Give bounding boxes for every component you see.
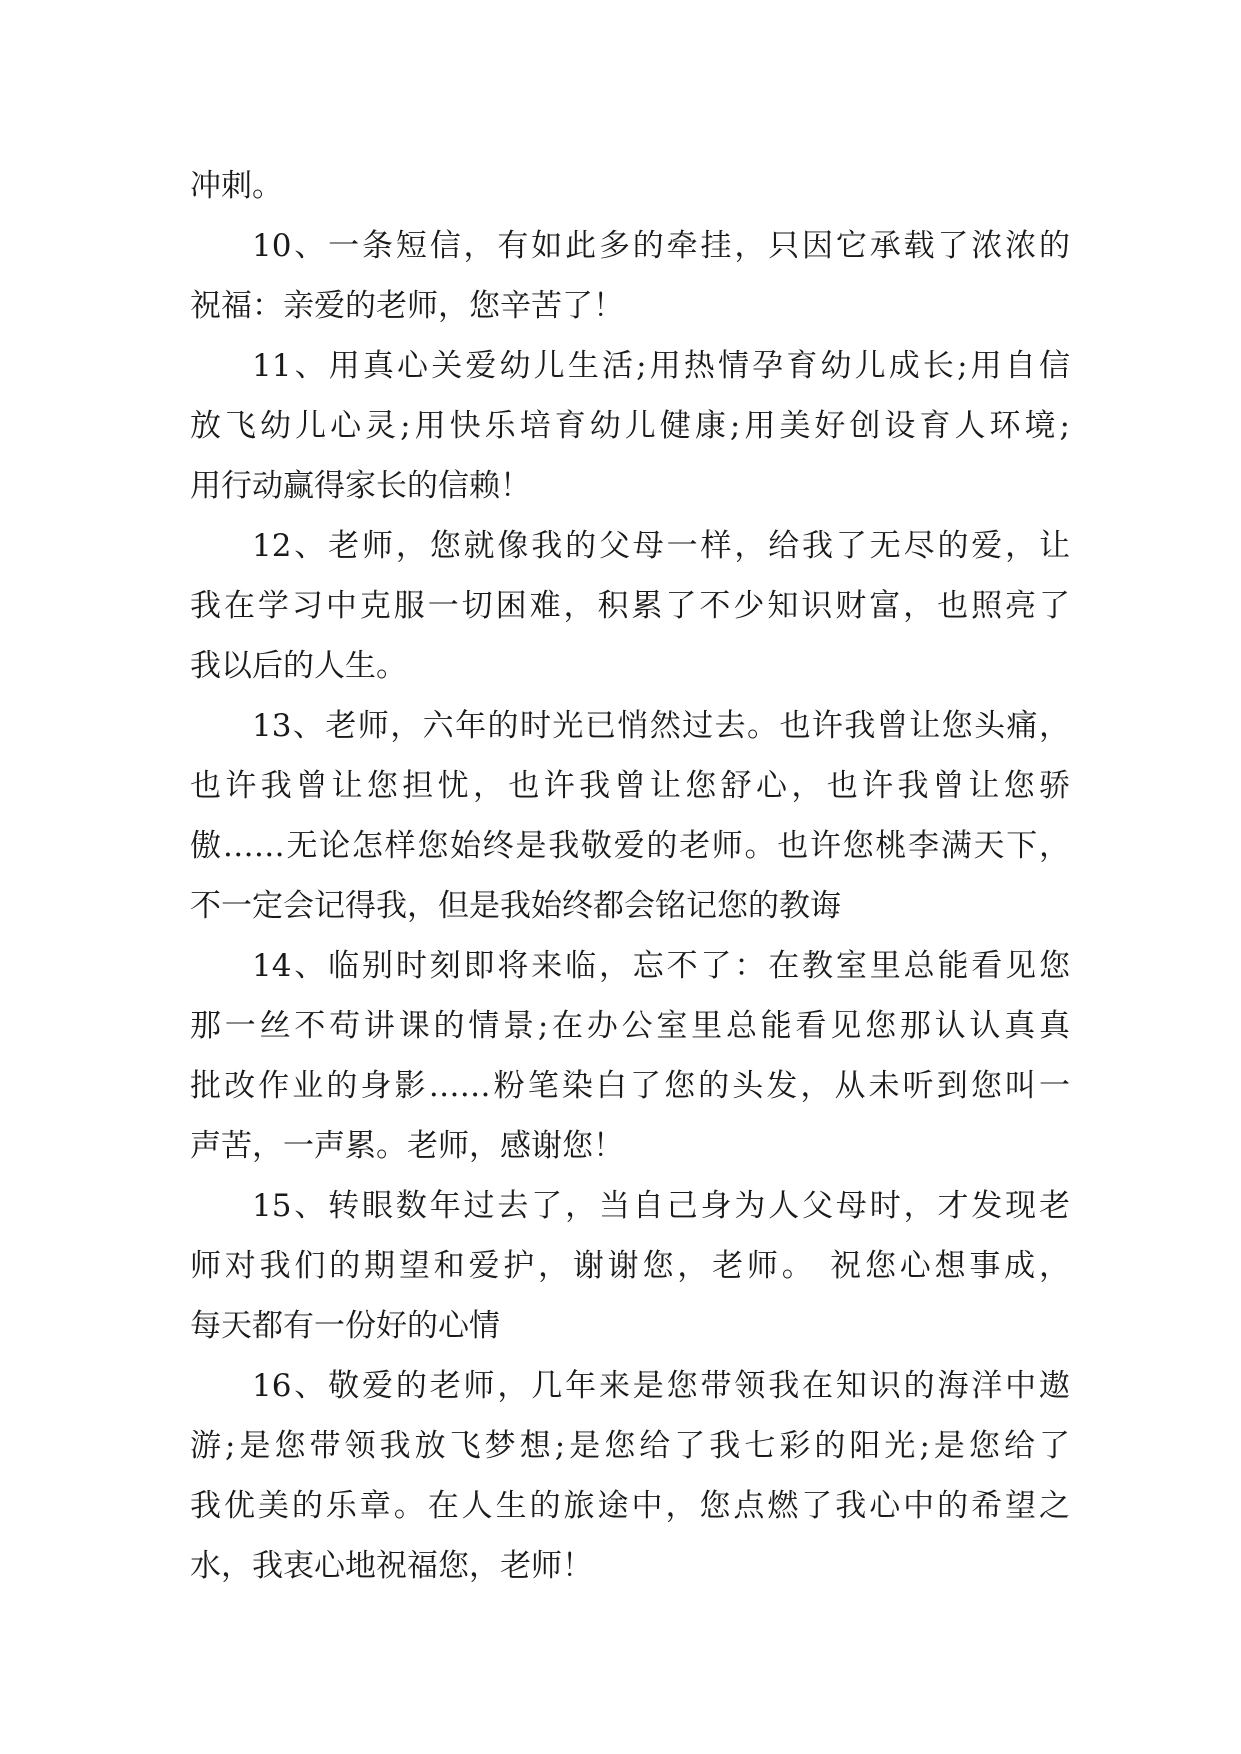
text-line: 声苦，一声累。老师，感谢您！ (190, 1128, 624, 1164)
text-line: 13、老师，六年的时光已悄然过去。也许我曾让您头痛， (252, 708, 1070, 744)
text-line: 祝福：亲爱的老师，您辛苦了！ (190, 288, 624, 324)
text-line: 批改作业的身影……粉笔染白了您的头发，从未听到您叫一 (190, 1068, 1070, 1104)
text-line: 16、敬爱的老师，几年来是您带领我在知识的海洋中遨 (252, 1368, 1070, 1404)
text-line: 我优美的乐章。在人生的旅途中，您点燃了我心中的希望之 (190, 1488, 1070, 1524)
text-line: 10、一条短信，有如此多的牵挂，只因它承载了浓浓的 (252, 228, 1070, 264)
text-line: 11、用真心关爱幼儿生活;用热情孕育幼儿成长;用自信 (252, 348, 1070, 384)
text-line: 放飞幼儿心灵;用快乐培育幼儿健康;用美好创设育人环境; (190, 408, 1070, 444)
text-line: 傲……无论怎样您始终是我敬爱的老师。也许您桃李满天下， (190, 828, 1070, 864)
text-line: 那一丝不苟讲课的情景;在办公室里总能看见您那认认真真 (190, 1008, 1070, 1044)
text-line: 15、转眼数年过去了，当自己身为人父母时，才发现老 (252, 1188, 1070, 1224)
text-line: 水，我衷心地祝福您，老师！ (190, 1548, 593, 1584)
text-line: 每天都有一份好的心情 (190, 1308, 500, 1344)
text-line: 师对我们的期望和爱护，谢谢您，老师。 祝您心想事成， (190, 1248, 1070, 1284)
text-line: 我在学习中克服一切困难，积累了不少知识财富，也照亮了 (190, 588, 1070, 624)
text-line: 14、临别时刻即将来临，忘不了：在教室里总能看见您 (252, 948, 1070, 984)
text-line: 用行动赢得家长的信赖！ (190, 468, 531, 504)
text-line: 不一定会记得我，但是我始终都会铭记您的教诲 (190, 888, 841, 924)
text-line: 游;是您带领我放飞梦想;是您给了我七彩的阳光;是您给了 (190, 1428, 1070, 1464)
text-line: 12、老师，您就像我的父母一样，给我了无尽的爱，让 (252, 528, 1070, 564)
text-line: 冲刺。 (190, 168, 283, 204)
text-line: 我以后的人生。 (190, 648, 407, 684)
text-line: 也许我曾让您担忧，也许我曾让您舒心，也许我曾让您骄 (190, 768, 1070, 804)
